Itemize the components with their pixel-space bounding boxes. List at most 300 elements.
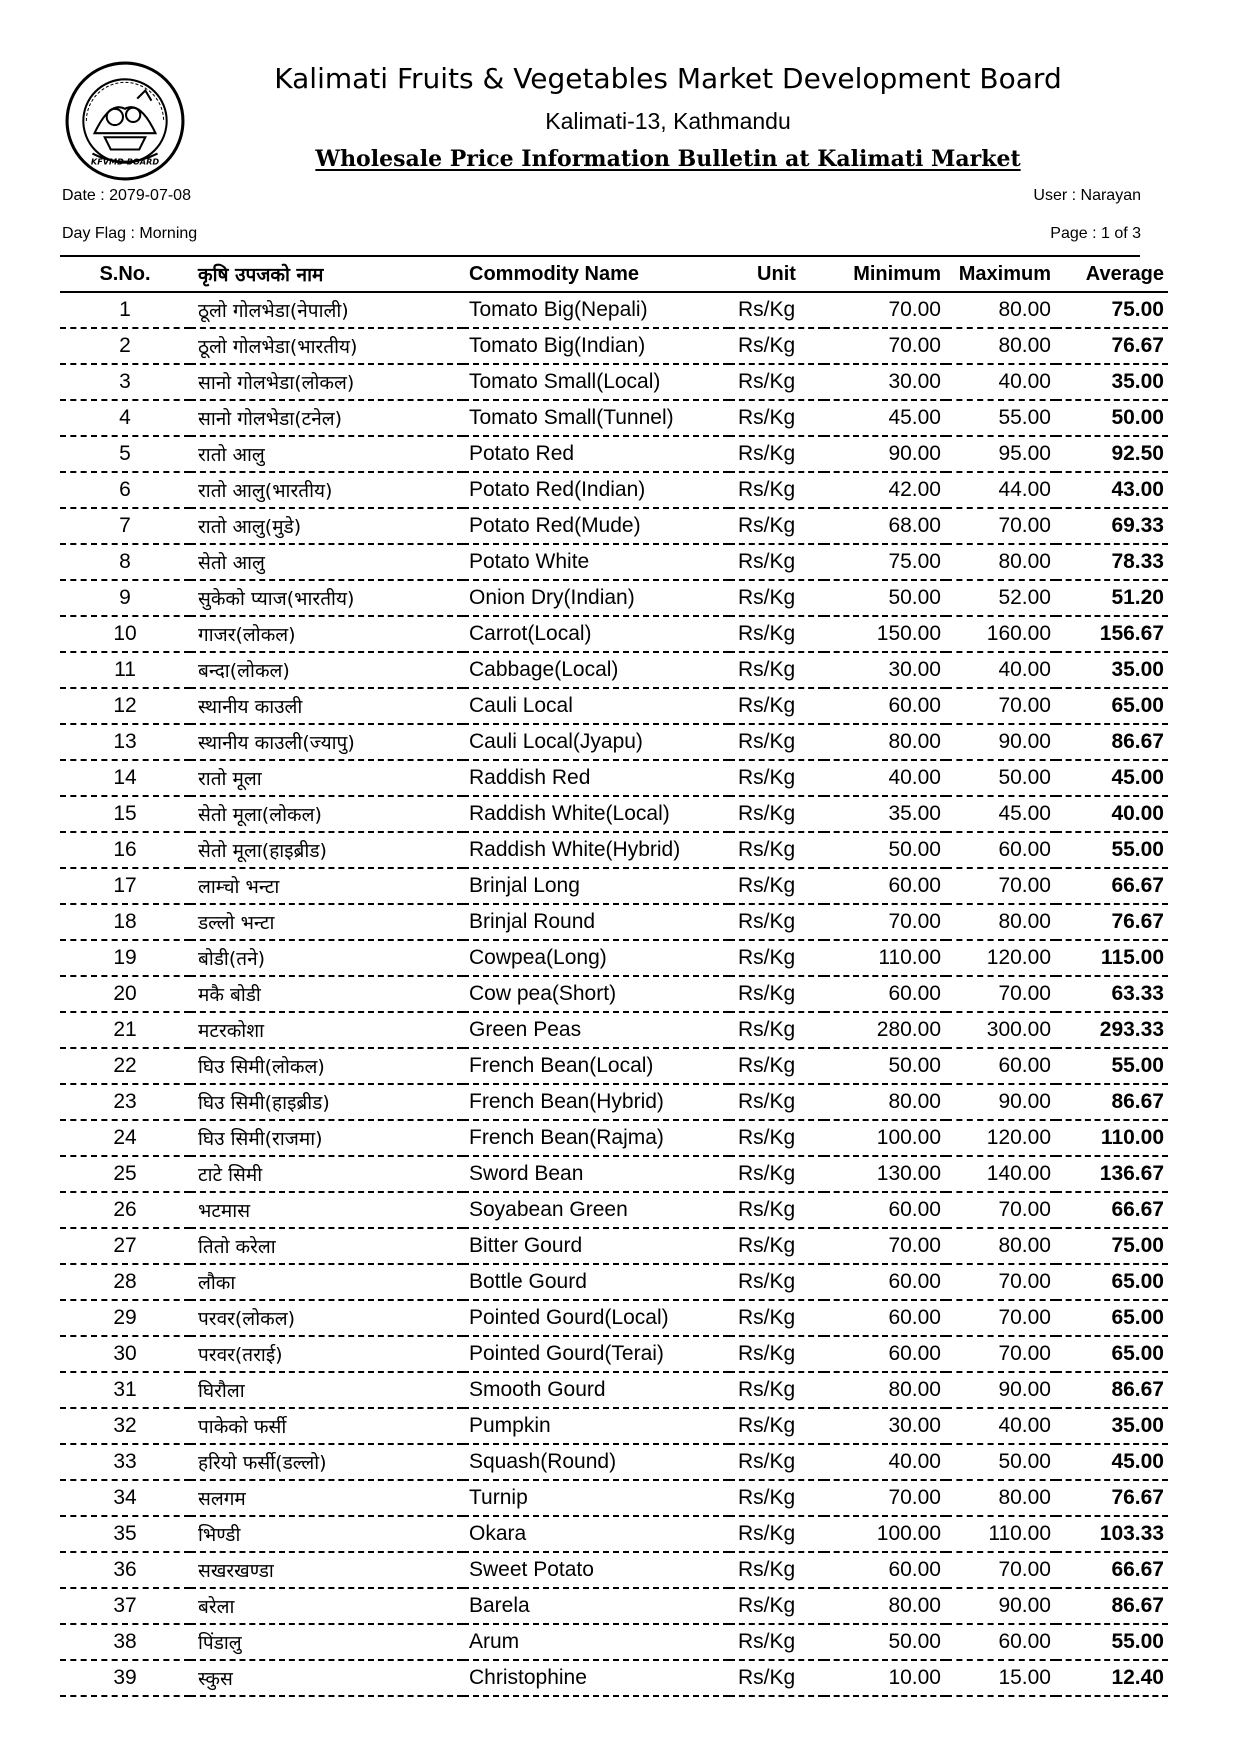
cell-minimum: 70.00: [824, 1228, 946, 1264]
cell-average: 55.00: [1056, 1048, 1168, 1084]
table-row: [60, 1444, 1168, 1480]
cell-sno: 35: [60, 1516, 190, 1552]
cell-maximum: 80.00: [946, 544, 1056, 580]
table-row: [60, 868, 1168, 904]
cell-commodity: Raddish White(Local): [463, 796, 729, 832]
cell-nepali-name: ठूलो गोलभेडा(नेपाली): [190, 292, 463, 328]
cell-unit: Rs/Kg: [729, 472, 824, 508]
cell-average: 66.67: [1056, 1192, 1168, 1228]
col-header-nepali-name: कृषि उपजको नाम: [190, 257, 463, 292]
table-row: [60, 328, 1168, 364]
cell-sno: 15: [60, 796, 190, 832]
cell-maximum: 52.00: [946, 580, 1056, 616]
cell-nepali-name: रातो मूला: [190, 760, 463, 796]
cell-unit: Rs/Kg: [729, 688, 824, 724]
cell-average: 78.33: [1056, 544, 1168, 580]
day-flag: Day Flag : Morning: [62, 225, 198, 242]
cell-commodity: Green Peas: [463, 1012, 729, 1048]
cell-commodity: Smooth Gourd: [463, 1372, 729, 1408]
cell-maximum: 70.00: [946, 1264, 1056, 1300]
table-row: [60, 1264, 1168, 1300]
cell-unit: Rs/Kg: [729, 544, 824, 580]
cell-sno: 5: [60, 436, 190, 472]
cell-commodity: Raddish White(Hybrid): [463, 832, 729, 868]
cell-average: 55.00: [1056, 1624, 1168, 1660]
cell-unit: Rs/Kg: [729, 292, 824, 328]
cell-nepali-name: गाजर(लोकल): [190, 616, 463, 652]
cell-nepali-name: परवर(तराई): [190, 1336, 463, 1372]
cell-nepali-name: सेतो मूला(लोकल): [190, 796, 463, 832]
cell-minimum: 60.00: [824, 1336, 946, 1372]
cell-unit: Rs/Kg: [729, 1048, 824, 1084]
table-row: [60, 508, 1168, 544]
cell-average: 35.00: [1056, 1408, 1168, 1444]
cell-minimum: 100.00: [824, 1516, 946, 1552]
cell-average: 65.00: [1056, 688, 1168, 724]
cell-unit: Rs/Kg: [729, 1624, 824, 1660]
cell-maximum: 55.00: [946, 400, 1056, 436]
cell-average: 40.00: [1056, 796, 1168, 832]
col-header-minimum: Minimum: [824, 257, 946, 292]
cell-sno: 19: [60, 940, 190, 976]
cell-average: 75.00: [1056, 292, 1168, 328]
cell-nepali-name: रातो आलु(भारतीय): [190, 472, 463, 508]
cell-maximum: 110.00: [946, 1516, 1056, 1552]
cell-unit: Rs/Kg: [729, 1516, 824, 1552]
cell-maximum: 15.00: [946, 1660, 1056, 1696]
cell-minimum: 70.00: [824, 328, 946, 364]
cell-average: 35.00: [1056, 652, 1168, 688]
cell-sno: 28: [60, 1264, 190, 1300]
cell-unit: Rs/Kg: [729, 1372, 824, 1408]
table-row: [60, 760, 1168, 796]
cell-average: 45.00: [1056, 1444, 1168, 1480]
table-row: [60, 1336, 1168, 1372]
cell-unit: Rs/Kg: [729, 868, 824, 904]
table-row: [60, 1660, 1168, 1696]
cell-average: 43.00: [1056, 472, 1168, 508]
cell-unit: Rs/Kg: [729, 940, 824, 976]
table-row: [60, 688, 1168, 724]
cell-unit: Rs/Kg: [729, 904, 824, 940]
cell-commodity: Sword Bean: [463, 1156, 729, 1192]
table-row: [60, 1084, 1168, 1120]
cell-commodity: Okara: [463, 1516, 729, 1552]
cell-minimum: 90.00: [824, 436, 946, 472]
cell-maximum: 80.00: [946, 328, 1056, 364]
cell-sno: 6: [60, 472, 190, 508]
col-header-maximum: Maximum: [946, 257, 1056, 292]
table-row: [60, 544, 1168, 580]
cell-commodity: Cauli Local(Jyapu): [463, 724, 729, 760]
cell-minimum: 60.00: [824, 1552, 946, 1588]
cell-sno: 29: [60, 1300, 190, 1336]
cell-maximum: 70.00: [946, 688, 1056, 724]
cell-nepali-name: स्थानीय काउली: [190, 688, 463, 724]
cell-minimum: 70.00: [824, 1480, 946, 1516]
table-row: [60, 1300, 1168, 1336]
cell-minimum: 60.00: [824, 976, 946, 1012]
col-header-unit: Unit: [729, 257, 824, 292]
table-row: [60, 1372, 1168, 1408]
cell-average: 65.00: [1056, 1336, 1168, 1372]
table-row: [60, 1192, 1168, 1228]
cell-average: 76.67: [1056, 1480, 1168, 1516]
cell-commodity: French Bean(Hybrid): [463, 1084, 729, 1120]
cell-unit: Rs/Kg: [729, 1012, 824, 1048]
cell-minimum: 68.00: [824, 508, 946, 544]
cell-unit: Rs/Kg: [729, 724, 824, 760]
cell-nepali-name: लौका: [190, 1264, 463, 1300]
cell-maximum: 90.00: [946, 1084, 1056, 1120]
cell-minimum: 30.00: [824, 364, 946, 400]
price-table: [60, 257, 1168, 1697]
cell-maximum: 40.00: [946, 1408, 1056, 1444]
cell-nepali-name: स्कुस: [190, 1660, 463, 1696]
cell-commodity: Potato Red(Mude): [463, 508, 729, 544]
cell-maximum: 140.00: [946, 1156, 1056, 1192]
cell-unit: Rs/Kg: [729, 652, 824, 688]
cell-sno: 30: [60, 1336, 190, 1372]
cell-average: 69.33: [1056, 508, 1168, 544]
cell-sno: 25: [60, 1156, 190, 1192]
cell-nepali-name: सानो गोलभेडा(टनेल): [190, 400, 463, 436]
cell-minimum: 42.00: [824, 472, 946, 508]
cell-unit: Rs/Kg: [729, 1480, 824, 1516]
cell-maximum: 70.00: [946, 1192, 1056, 1228]
cell-commodity: Soyabean Green: [463, 1192, 729, 1228]
cell-sno: 8: [60, 544, 190, 580]
cell-unit: Rs/Kg: [729, 1336, 824, 1372]
cell-sno: 1: [60, 292, 190, 328]
cell-average: 51.20: [1056, 580, 1168, 616]
cell-sno: 31: [60, 1372, 190, 1408]
cell-average: 63.33: [1056, 976, 1168, 1012]
cell-maximum: 70.00: [946, 508, 1056, 544]
cell-commodity: Pointed Gourd(Local): [463, 1300, 729, 1336]
table-row: [60, 400, 1168, 436]
cell-maximum: 45.00: [946, 796, 1056, 832]
cell-commodity: Sweet Potato: [463, 1552, 729, 1588]
cell-sno: 27: [60, 1228, 190, 1264]
cell-commodity: Brinjal Round: [463, 904, 729, 940]
cell-unit: Rs/Kg: [729, 328, 824, 364]
cell-commodity: Cabbage(Local): [463, 652, 729, 688]
cell-sno: 21: [60, 1012, 190, 1048]
cell-minimum: 60.00: [824, 868, 946, 904]
table-header-row: [60, 257, 1168, 292]
cell-sno: 20: [60, 976, 190, 1012]
table-row: [60, 940, 1168, 976]
cell-nepali-name: तितो करेला: [190, 1228, 463, 1264]
cell-unit: Rs/Kg: [729, 1156, 824, 1192]
cell-nepali-name: मटरकोशा: [190, 1012, 463, 1048]
cell-unit: Rs/Kg: [729, 508, 824, 544]
cell-maximum: 60.00: [946, 1048, 1056, 1084]
cell-nepali-name: भिण्डी: [190, 1516, 463, 1552]
cell-nepali-name: स्थानीय काउली(ज्यापु): [190, 724, 463, 760]
cell-commodity: Cauli Local: [463, 688, 729, 724]
cell-minimum: 40.00: [824, 760, 946, 796]
cell-minimum: 70.00: [824, 904, 946, 940]
cell-minimum: 50.00: [824, 832, 946, 868]
cell-commodity: Pumpkin: [463, 1408, 729, 1444]
cell-commodity: Pointed Gourd(Terai): [463, 1336, 729, 1372]
cell-unit: Rs/Kg: [729, 832, 824, 868]
cell-sno: 36: [60, 1552, 190, 1588]
cell-nepali-name: सेतो आलु: [190, 544, 463, 580]
cell-maximum: 40.00: [946, 652, 1056, 688]
cell-minimum: 30.00: [824, 1408, 946, 1444]
table-row: [60, 904, 1168, 940]
cell-maximum: 50.00: [946, 1444, 1056, 1480]
cell-minimum: 80.00: [824, 1372, 946, 1408]
cell-sno: 11: [60, 652, 190, 688]
cell-unit: Rs/Kg: [729, 1588, 824, 1624]
cell-average: 86.67: [1056, 1372, 1168, 1408]
cell-unit: Rs/Kg: [729, 400, 824, 436]
cell-average: 115.00: [1056, 940, 1168, 976]
cell-nepali-name: परवर(लोकल): [190, 1300, 463, 1336]
cell-minimum: 80.00: [824, 1084, 946, 1120]
cell-commodity: Raddish Red: [463, 760, 729, 796]
cell-maximum: 160.00: [946, 616, 1056, 652]
cell-sno: 26: [60, 1192, 190, 1228]
cell-average: 293.33: [1056, 1012, 1168, 1048]
report-user: User : Narayan: [1033, 187, 1141, 204]
cell-nepali-name: लाम्चो भन्टा: [190, 868, 463, 904]
cell-maximum: 70.00: [946, 976, 1056, 1012]
cell-average: 50.00: [1056, 400, 1168, 436]
cell-commodity: Christophine: [463, 1660, 729, 1696]
logo-caption: KFVMD BOARD: [90, 156, 160, 167]
cell-commodity: Carrot(Local): [463, 616, 729, 652]
table-row: [60, 976, 1168, 1012]
cell-sno: 10: [60, 616, 190, 652]
cell-commodity: Brinjal Long: [463, 868, 729, 904]
table-row: [60, 724, 1168, 760]
board-address: Kalimati-13, Kathmandu: [545, 108, 791, 134]
cell-unit: Rs/Kg: [729, 976, 824, 1012]
cell-minimum: 280.00: [824, 1012, 946, 1048]
cell-maximum: 40.00: [946, 364, 1056, 400]
table-row: [60, 472, 1168, 508]
cell-maximum: 90.00: [946, 1372, 1056, 1408]
table-row: [60, 1516, 1168, 1552]
cell-unit: Rs/Kg: [729, 1120, 824, 1156]
cell-average: 156.67: [1056, 616, 1168, 652]
cell-minimum: 45.00: [824, 400, 946, 436]
cell-average: 35.00: [1056, 364, 1168, 400]
cell-nepali-name: सुकेको प्याज(भारतीय): [190, 580, 463, 616]
cell-maximum: 70.00: [946, 1552, 1056, 1588]
cell-minimum: 10.00: [824, 1660, 946, 1696]
cell-minimum: 70.00: [824, 292, 946, 328]
cell-maximum: 80.00: [946, 292, 1056, 328]
cell-maximum: 70.00: [946, 1336, 1056, 1372]
cell-nepali-name: टाटे सिमी: [190, 1156, 463, 1192]
table-row: [60, 364, 1168, 400]
cell-average: 45.00: [1056, 760, 1168, 796]
cell-minimum: 50.00: [824, 580, 946, 616]
cell-sno: 22: [60, 1048, 190, 1084]
cell-sno: 3: [60, 364, 190, 400]
cell-minimum: 60.00: [824, 688, 946, 724]
cell-maximum: 60.00: [946, 832, 1056, 868]
cell-average: 86.67: [1056, 1084, 1168, 1120]
cell-commodity: Tomato Big(Nepali): [463, 292, 729, 328]
table-row: [60, 652, 1168, 688]
cell-unit: Rs/Kg: [729, 616, 824, 652]
table-row: [60, 1588, 1168, 1624]
cell-maximum: 300.00: [946, 1012, 1056, 1048]
cell-maximum: 70.00: [946, 868, 1056, 904]
cell-maximum: 80.00: [946, 1228, 1056, 1264]
cell-sno: 14: [60, 760, 190, 796]
board-title: Kalimati Fruits & Vegetables Market Development Board: [274, 62, 1062, 95]
cell-average: 76.67: [1056, 328, 1168, 364]
cell-commodity: Cow pea(Short): [463, 976, 729, 1012]
cell-nepali-name: घिउ सिमी(राजमा): [190, 1120, 463, 1156]
cell-sno: 39: [60, 1660, 190, 1696]
cell-commodity: French Bean(Local): [463, 1048, 729, 1084]
table-row: [60, 436, 1168, 472]
cell-nepali-name: बन्दा(लोकल): [190, 652, 463, 688]
cell-maximum: 90.00: [946, 1588, 1056, 1624]
cell-maximum: 70.00: [946, 1300, 1056, 1336]
cell-minimum: 50.00: [824, 1624, 946, 1660]
cell-sno: 18: [60, 904, 190, 940]
cell-minimum: 60.00: [824, 1192, 946, 1228]
cell-sno: 23: [60, 1084, 190, 1120]
cell-minimum: 60.00: [824, 1264, 946, 1300]
cell-average: 136.67: [1056, 1156, 1168, 1192]
price-table-body: [60, 292, 1168, 1696]
cell-sno: 16: [60, 832, 190, 868]
cell-maximum: 50.00: [946, 760, 1056, 796]
cell-nepali-name: घिउ सिमी(हाइब्रीड): [190, 1084, 463, 1120]
cell-nepali-name: बोडी(तने): [190, 940, 463, 976]
cell-nepali-name: घिउ सिमी(लोकल): [190, 1048, 463, 1084]
cell-unit: Rs/Kg: [729, 1660, 824, 1696]
cell-minimum: 80.00: [824, 724, 946, 760]
cell-commodity: Potato Red(Indian): [463, 472, 729, 508]
cell-nepali-name: बरेला: [190, 1588, 463, 1624]
cell-commodity: French Bean(Rajma): [463, 1120, 729, 1156]
cell-nepali-name: भटमास: [190, 1192, 463, 1228]
cell-commodity: Tomato Big(Indian): [463, 328, 729, 364]
table-row: [60, 292, 1168, 328]
cell-minimum: 35.00: [824, 796, 946, 832]
col-header-sno: S.No.: [60, 257, 190, 292]
cell-nepali-name: सानो गोलभेडा(लोकल): [190, 364, 463, 400]
table-row: [60, 1408, 1168, 1444]
cell-average: 110.00: [1056, 1120, 1168, 1156]
cell-commodity: Turnip: [463, 1480, 729, 1516]
cell-nepali-name: रातो आलु: [190, 436, 463, 472]
table-row: [60, 580, 1168, 616]
cell-average: 75.00: [1056, 1228, 1168, 1264]
cell-nepali-name: हरियो फर्सी(डल्लो): [190, 1444, 463, 1480]
cell-nepali-name: डल्लो भन्टा: [190, 904, 463, 940]
cell-sno: 37: [60, 1588, 190, 1624]
cell-nepali-name: मकै बोडी: [190, 976, 463, 1012]
cell-average: 86.67: [1056, 724, 1168, 760]
cell-unit: Rs/Kg: [729, 1228, 824, 1264]
cell-commodity: Tomato Small(Tunnel): [463, 400, 729, 436]
bulletin-title: Wholesale Price Information Bulletin at Kalimati Market: [315, 146, 1021, 172]
cell-commodity: Barela: [463, 1588, 729, 1624]
cell-average: 65.00: [1056, 1264, 1168, 1300]
cell-nepali-name: घिरौला: [190, 1372, 463, 1408]
table-row: [60, 1552, 1168, 1588]
cell-maximum: 80.00: [946, 904, 1056, 940]
cell-unit: Rs/Kg: [729, 760, 824, 796]
table-row: [60, 832, 1168, 868]
cell-sno: 2: [60, 328, 190, 364]
cell-minimum: 130.00: [824, 1156, 946, 1192]
cell-average: 55.00: [1056, 832, 1168, 868]
cell-unit: Rs/Kg: [729, 436, 824, 472]
cell-sno: 7: [60, 508, 190, 544]
cell-nepali-name: ठूलो गोलभेडा(भारतीय): [190, 328, 463, 364]
cell-unit: Rs/Kg: [729, 1408, 824, 1444]
cell-maximum: 120.00: [946, 940, 1056, 976]
cell-unit: Rs/Kg: [729, 1552, 824, 1588]
cell-minimum: 100.00: [824, 1120, 946, 1156]
cell-commodity: Bottle Gourd: [463, 1264, 729, 1300]
table-row: [60, 796, 1168, 832]
cell-unit: Rs/Kg: [729, 580, 824, 616]
cell-maximum: 80.00: [946, 1480, 1056, 1516]
cell-nepali-name: सेतो मूला(हाइब्रीड): [190, 832, 463, 868]
cell-nepali-name: पिंडालु: [190, 1624, 463, 1660]
cell-commodity: Onion Dry(Indian): [463, 580, 729, 616]
cell-sno: 33: [60, 1444, 190, 1480]
cell-minimum: 40.00: [824, 1444, 946, 1480]
table-row: [60, 1156, 1168, 1192]
cell-sno: 9: [60, 580, 190, 616]
cell-unit: Rs/Kg: [729, 1264, 824, 1300]
cell-commodity: Arum: [463, 1624, 729, 1660]
cell-minimum: 80.00: [824, 1588, 946, 1624]
cell-unit: Rs/Kg: [729, 364, 824, 400]
cell-average: 103.33: [1056, 1516, 1168, 1552]
cell-sno: 12: [60, 688, 190, 724]
cell-nepali-name: रातो आलु(मुडे): [190, 508, 463, 544]
cell-sno: 38: [60, 1624, 190, 1660]
cell-sno: 32: [60, 1408, 190, 1444]
table-row: [60, 1624, 1168, 1660]
cell-nepali-name: पाकेको फर्सी: [190, 1408, 463, 1444]
table-row: [60, 616, 1168, 652]
cell-nepali-name: सलगम: [190, 1480, 463, 1516]
report-date: Date : 2079-07-08: [62, 187, 191, 204]
col-header-average: Average: [1056, 257, 1168, 292]
cell-unit: Rs/Kg: [729, 796, 824, 832]
cell-average: 65.00: [1056, 1300, 1168, 1336]
cell-commodity: Cowpea(Long): [463, 940, 729, 976]
cell-commodity: Bitter Gourd: [463, 1228, 729, 1264]
table-row: [60, 1480, 1168, 1516]
cell-maximum: 120.00: [946, 1120, 1056, 1156]
cell-sno: 24: [60, 1120, 190, 1156]
cell-maximum: 95.00: [946, 436, 1056, 472]
col-header-commodity: Commodity Name: [463, 257, 729, 292]
cell-minimum: 30.00: [824, 652, 946, 688]
table-row: [60, 1228, 1168, 1264]
cell-sno: 17: [60, 868, 190, 904]
